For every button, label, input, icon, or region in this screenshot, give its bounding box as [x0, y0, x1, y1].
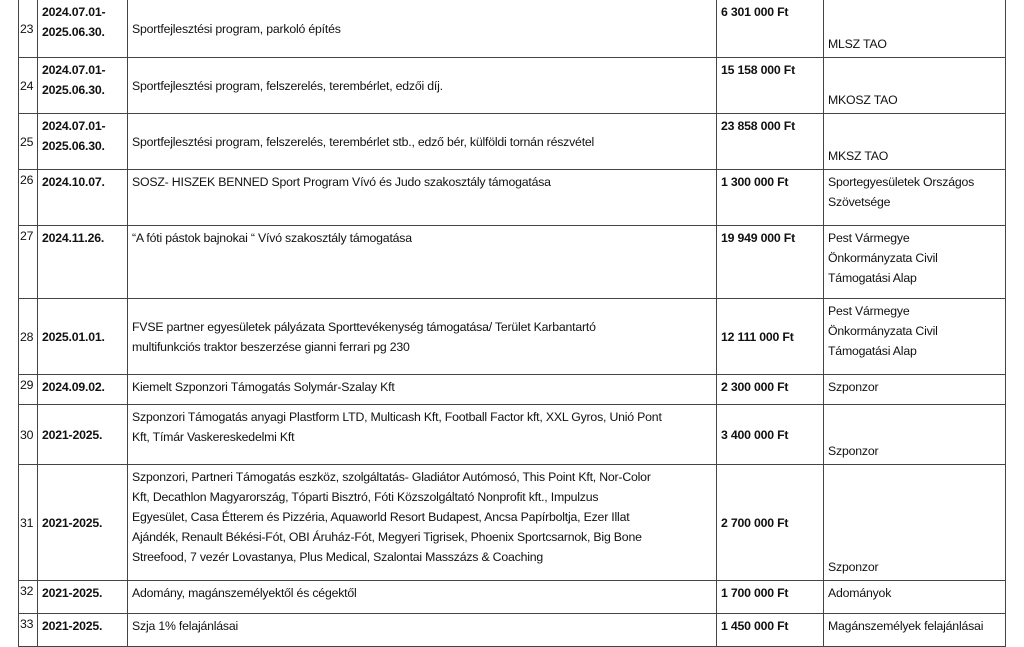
date-cell-line: 2021-2025.	[42, 619, 103, 633]
source-cell	[824, 405, 1006, 465]
source-cell-line: MKOSZ TAO	[828, 93, 898, 107]
table-row	[19, 0, 1006, 58]
description-cell	[128, 170, 717, 226]
date-cell-line: 2024.07.01-	[42, 63, 106, 77]
row-number: 29	[19, 375, 38, 405]
row-number: 23	[19, 0, 38, 58]
description-cell-line: Adomány, magánszemélyektől és cégektől	[132, 586, 357, 600]
source-cell-line: Önkormányzata Civil	[828, 251, 938, 265]
amount-cell: 6 301 000 Ft	[717, 0, 824, 58]
amount-cell: 3 400 000 Ft	[717, 405, 824, 465]
description-cell-line: Szponzori, Partneri Támogatás eszköz, szolgáltatás- Gladiátor Autómosó, This Point Kft, Nor-Color	[132, 470, 651, 484]
description-cell-line: Sportfejlesztési program, felszerelés, terembérlet stb., edző bér, külföldi tornán részvétel	[132, 134, 595, 149]
amount-cell: 1 450 000 Ft	[717, 614, 824, 647]
row-number: 30	[19, 405, 38, 465]
date-cell	[38, 299, 128, 375]
row-number: 24	[19, 58, 38, 114]
date-cell	[38, 375, 128, 405]
row-number: 25	[19, 114, 38, 170]
date-cell	[38, 614, 128, 647]
source-cell	[824, 375, 1006, 405]
table-row	[19, 375, 1006, 405]
description-cell-line: Egyesület, Casa Étterem és Pizzéria, Aquaworld Resort Budapest, Ancsa Papírboltja, Ezer Illat	[132, 510, 630, 524]
source-cell	[824, 0, 1006, 58]
date-cell	[38, 405, 128, 465]
description-cell	[128, 614, 717, 647]
table-row	[19, 114, 1006, 170]
amount-cell: 2 700 000 Ft	[717, 465, 824, 581]
source-cell	[824, 170, 1006, 226]
date-cell	[38, 465, 128, 581]
date-cell-line: 2024.09.02.	[42, 380, 105, 394]
amount-cell: 19 949 000 Ft	[717, 226, 824, 299]
source-cell	[824, 465, 1006, 581]
source-cell-line: Támogatási Alap	[828, 271, 917, 285]
description-cell-line: multifunkciós traktor beszerzése gianni ferrari pg 230	[132, 339, 410, 354]
source-cell	[824, 614, 1006, 647]
description-cell-line: Kft, Decathlon Magyarország, Tóparti Bisztró, Fóti Közszolgáltató Nonprofit kft., Impulzus	[132, 490, 599, 504]
description-cell-line: SOSZ- HISZEK BENNED Sport Program Vívó és Judo szakosztály támogatása	[132, 175, 551, 189]
table-row	[19, 465, 1006, 581]
description-cell	[128, 58, 717, 114]
amount-cell: 1 700 000 Ft	[717, 581, 824, 614]
source-cell-line: Magánszemélyek felajánlásai	[828, 619, 984, 633]
date-cell	[38, 114, 128, 170]
source-cell-line: Sportegyesületek Országos	[828, 175, 975, 189]
description-cell-line: Streefood, 7 vezér Lovastanya, Plus Medical, Szalontai Masszázs & Coaching	[132, 550, 544, 564]
source-cell-line: MKSZ TAO	[828, 149, 889, 163]
table-row	[19, 581, 1006, 614]
table-row	[19, 405, 1006, 465]
table-row	[19, 170, 1006, 226]
table-row	[19, 299, 1006, 375]
row-number: 28	[19, 299, 38, 375]
description-cell	[128, 465, 717, 581]
amount-cell: 2 300 000 Ft	[717, 375, 824, 405]
description-cell-line: Sportfejlesztési program, parkoló építés	[132, 21, 341, 36]
amount-cell: 15 158 000 Ft	[717, 58, 824, 114]
source-cell	[824, 226, 1006, 299]
description-cell-line: FVSE partner egyesületek pályázata Sporttevékenység támogatása/ Terület Karbantartó	[132, 319, 596, 334]
date-cell	[38, 0, 128, 58]
row-number: 27	[19, 226, 38, 299]
description-cell-line: “A fóti pástok bajnokai “ Vívó szakosztály támogatása	[132, 231, 412, 245]
description-cell	[128, 226, 717, 299]
date-cell-line: 2025.06.30.	[42, 139, 105, 153]
description-cell	[128, 299, 717, 375]
source-cell-line: Szponzor	[828, 444, 879, 458]
date-cell-line: 2021-2025.	[42, 586, 103, 600]
table-row	[19, 226, 1006, 299]
date-cell	[38, 58, 128, 114]
description-cell-line: Szja 1% felajánlásai	[132, 619, 239, 633]
description-cell-line: Szponzori Támogatás anyagi Plastform LTD, Multicash Kft, Football Factor kft, XXL Gyros, Unió Pont	[132, 410, 662, 424]
description-cell-line: Ajándék, Renault Békési-Fót, OBI Áruház-Fót, Megyeri Tigrisek, Phoenix Sportcsarnok, Big Bone	[132, 530, 642, 544]
source-cell-line: Támogatási Alap	[828, 344, 917, 358]
row-number: 33	[19, 614, 38, 647]
date-cell-line: 2024.07.01-	[42, 119, 106, 133]
date-cell	[38, 170, 128, 226]
row-number: 32	[19, 581, 38, 614]
row-number: 26	[19, 170, 38, 226]
description-cell-line: Kft, Tímár Vaskereskedelmi Kft	[132, 430, 295, 444]
source-cell-line: Pest Vármegye	[828, 304, 910, 318]
source-cell-line: MLSZ TAO	[828, 37, 887, 51]
source-cell	[824, 58, 1006, 114]
date-cell-line: 2025.06.30.	[42, 83, 105, 97]
source-cell	[824, 581, 1006, 614]
source-cell-line: Önkormányzata Civil	[828, 324, 938, 338]
source-cell-line: Adományok	[828, 586, 892, 600]
amount-cell: 1 300 000 Ft	[717, 170, 824, 226]
source-cell-line: Pest Vármegye	[828, 231, 910, 245]
source-cell-line: Szponzor	[828, 560, 879, 574]
amount-cell: 12 111 000 Ft	[717, 299, 824, 375]
table-row	[19, 58, 1006, 114]
description-cell-line: Kiemelt Szponzori Támogatás Solymár-Szalay Kft	[132, 380, 395, 394]
date-cell	[38, 226, 128, 299]
source-cell-line: Szponzor	[828, 380, 879, 394]
amount-cell: 23 858 000 Ft	[717, 114, 824, 170]
row-number: 31	[19, 465, 38, 581]
date-cell-line: 2024.11.26.	[42, 231, 105, 245]
description-cell	[128, 581, 717, 614]
date-cell-line: 2025.06.30.	[42, 25, 105, 39]
date-cell-line: 2024.07.01-	[42, 5, 106, 19]
description-cell	[128, 0, 717, 58]
source-cell	[824, 114, 1006, 170]
table-row	[19, 614, 1006, 647]
description-cell-line: Sportfejlesztési program, felszerelés, terembérlet, edzői díj.	[132, 78, 443, 93]
date-cell-line: 2025.01.01.	[42, 329, 105, 344]
source-cell	[824, 299, 1006, 375]
date-cell-line: 2021-2025.	[42, 515, 103, 530]
date-cell-line: 2021-2025.	[42, 427, 103, 442]
source-cell-line: Szövetsége	[828, 195, 891, 209]
date-cell-line: 2024.10.07.	[42, 175, 105, 189]
funding-table	[18, 0, 1006, 647]
description-cell	[128, 405, 717, 465]
description-cell	[128, 375, 717, 405]
date-cell	[38, 581, 128, 614]
description-cell	[128, 114, 717, 170]
